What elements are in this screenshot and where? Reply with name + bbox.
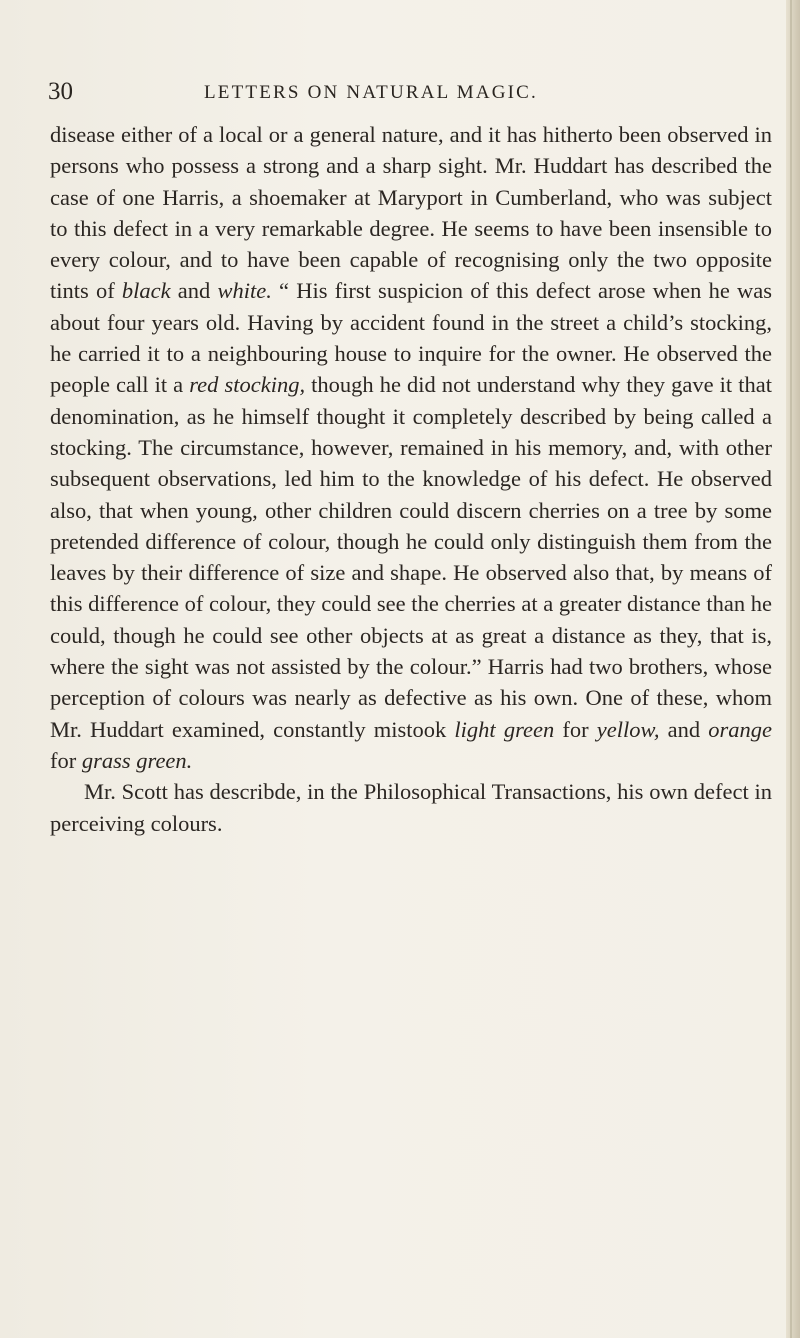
text-run: and [659,716,709,742]
text-run: for [554,716,597,742]
body-text [50,119,772,839]
italic-orange: orange [708,716,772,742]
italic-white: white. [217,278,272,304]
text-run: disease either of a local or a general nature, and it has hitherto been observed in persons who possess a strong and a sharp sight. Mr. Huddart has described the case of one Harris, a shoemaker at Maryport in Cumberland, who was subject to this defect in a very remarkable degree. He seems to have been insensible to every colour, and to have been capable of recognising only the two opposite tints of [50,122,772,304]
text-run: and [170,278,218,304]
text-run: though he did not understand why they gave it that denomination, as he himself thought it completely described by being called a stocking. The circumstance, however, remained in his memory, and, with other subsequent observations, led him to the knowledge of his defect. He observed also, that when young, other children could discern cherries on a tree by some pretended difference of colour, though he could only distinguish them from the leaves by their difference of size and shape. He observed also that, by means of this difference of colour, they could see the cherries at a greater distance than he could, though he could see other objects at as great a distance as they, that is, where the sight was not assisted by the colour.” Harris had two brothers, whose perception of colours was nearly as defective as his own. One of these, whom Mr. Huddart examined, constantly mistook [50,372,772,742]
running-title: LETTERS ON NATURAL MAGIC. [204,82,539,103]
page-edge-line [790,0,792,1338]
page-number: 30 [48,78,73,105]
italic-grass-green: grass green. [81,747,193,773]
text-run: for [50,747,82,773]
italic-red-stocking: red stocking, [189,372,306,398]
page-edge [786,0,800,1338]
italic-black: black [121,278,171,304]
italic-yellow: yellow, [596,716,660,742]
paragraph-1 [50,119,772,776]
paragraph-2: Mr. Scott has describde, in the Philosophical Transactions, his own defect in perceiving colours. [50,779,772,836]
italic-light-green: light green [454,716,555,742]
text-run: “ His first suspicion of this defect arose when he was about four years old. Having by accident found in the street a child’s stocking, he carried it to a neighbouring house to inquire for the owner. He observed the people call it a [50,278,772,398]
